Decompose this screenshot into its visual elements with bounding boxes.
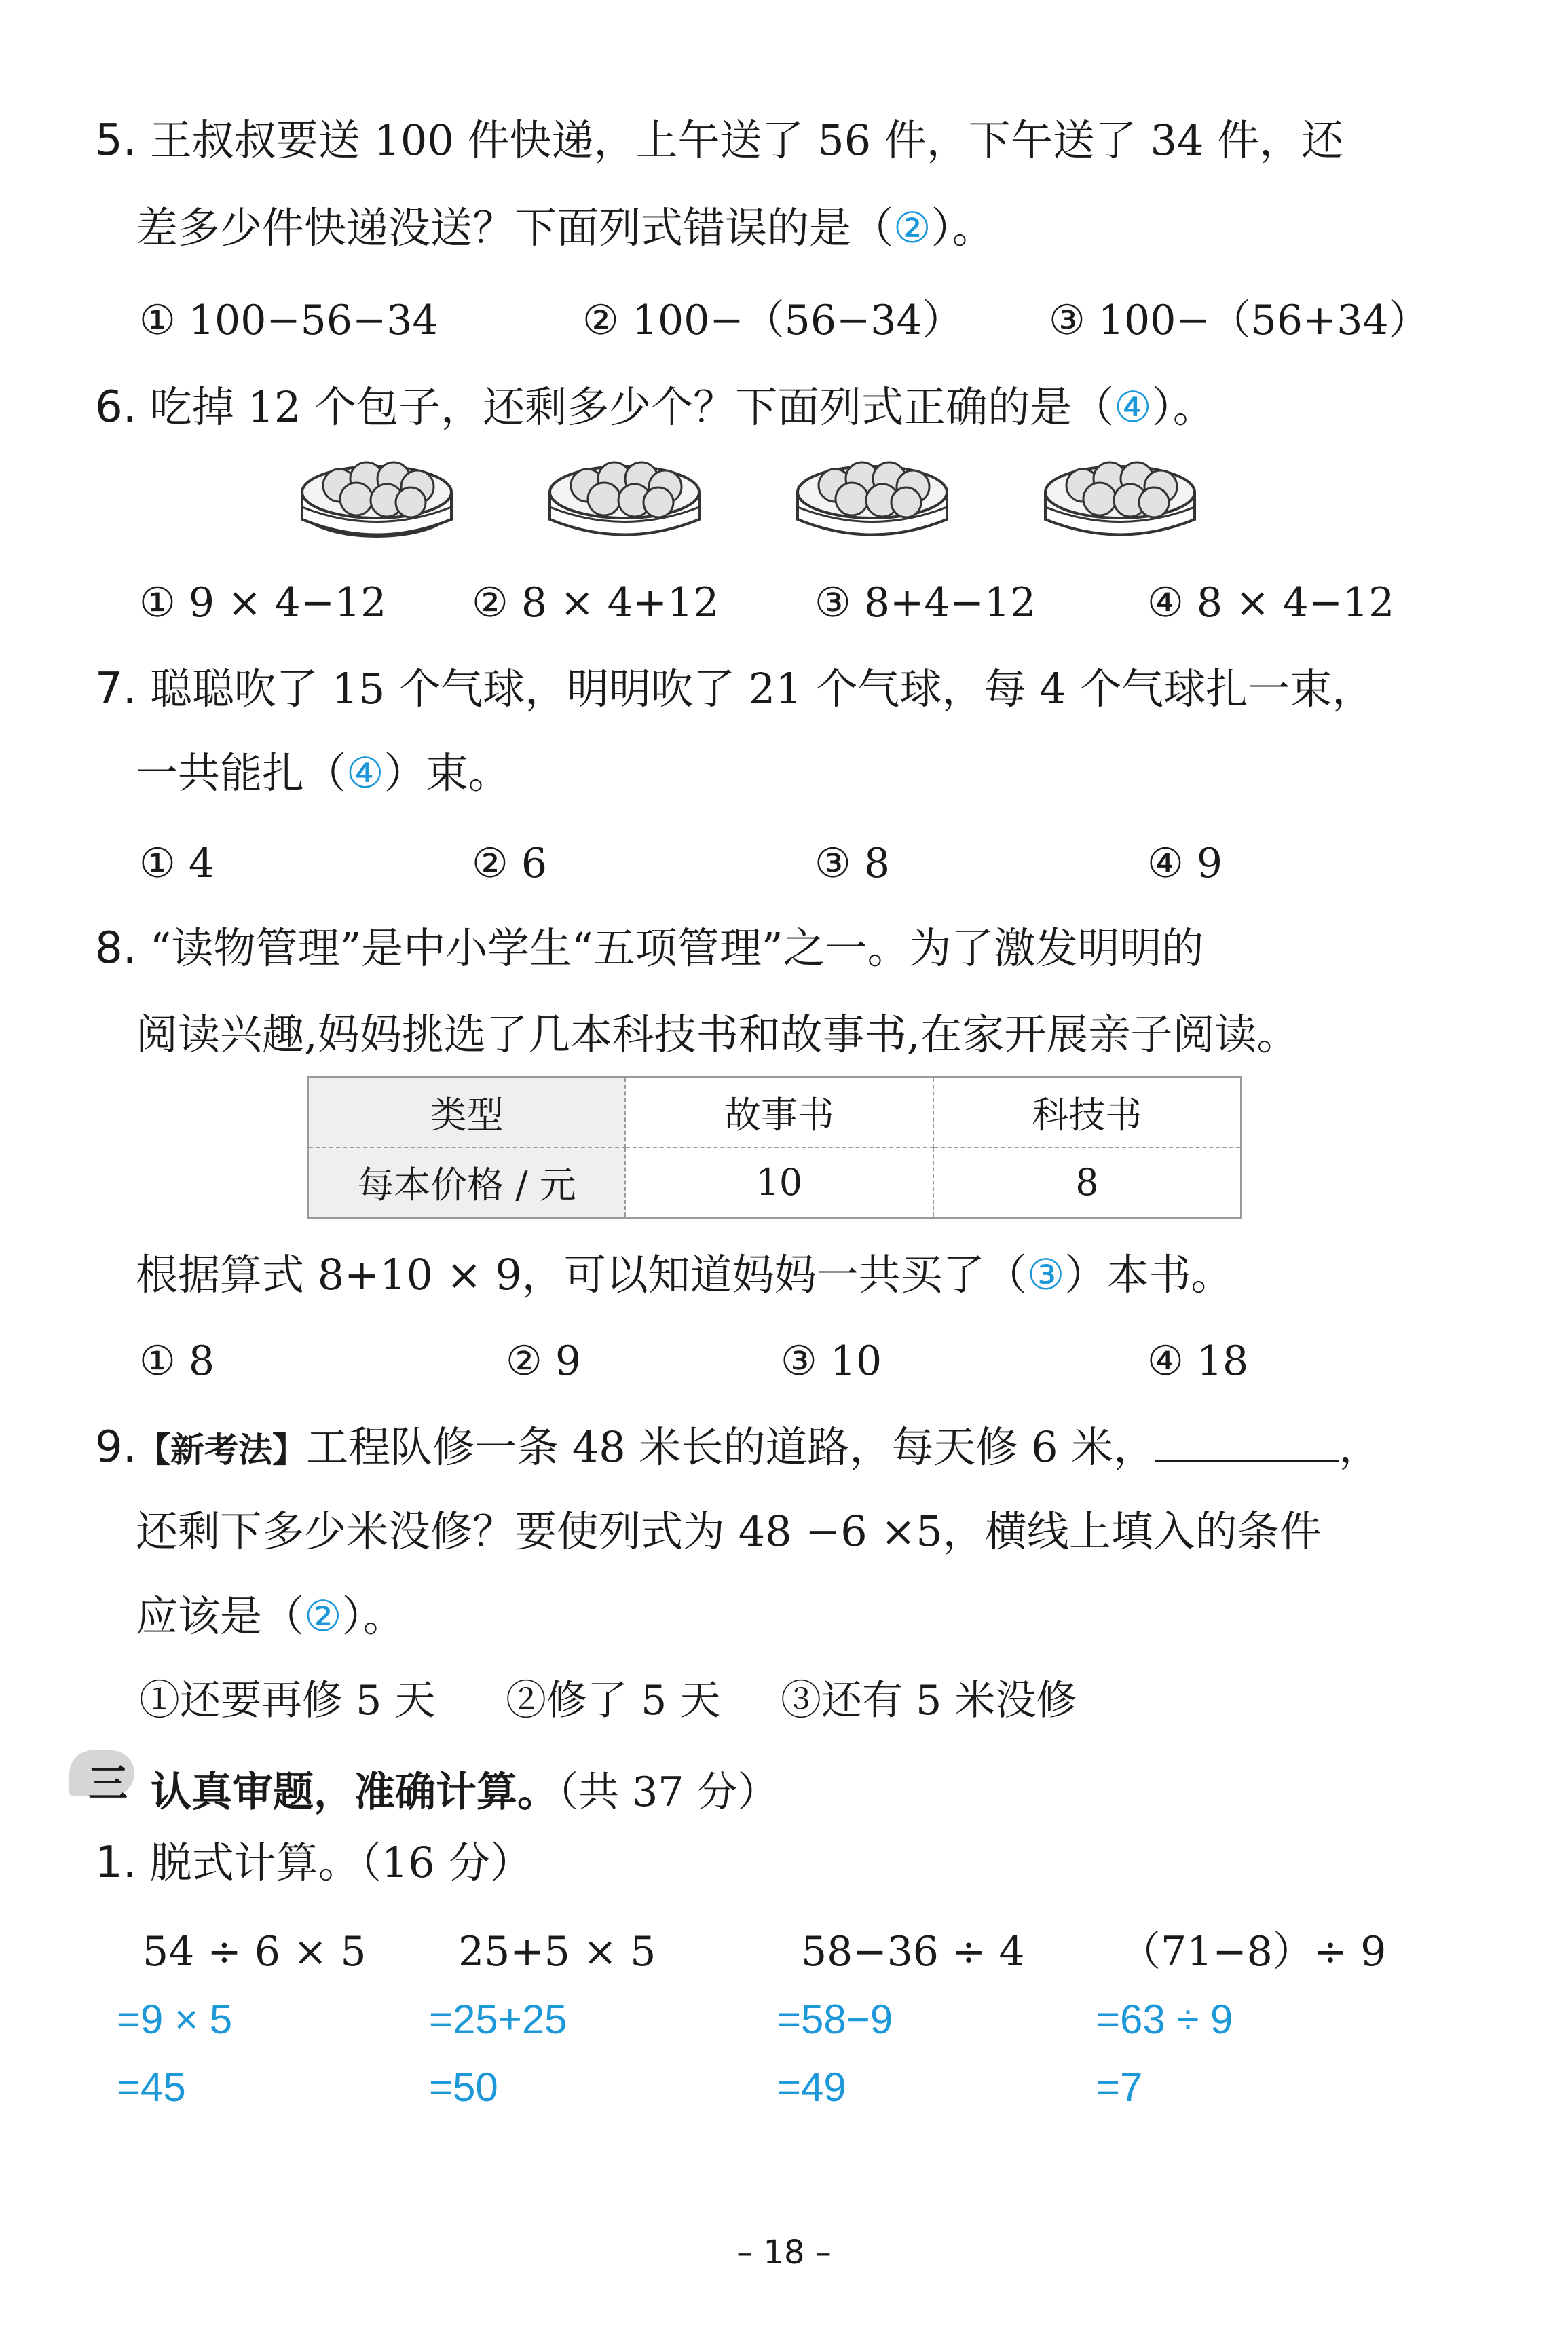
option: ① 9 × 4−12	[139, 579, 387, 627]
question-text: 阅读兴趣,妈妈挑选了几本科技书和故事书,在家开展亲子阅读。	[136, 1009, 1299, 1059]
option: ② 9	[506, 1337, 582, 1385]
page-number: – 18 –	[736, 2234, 832, 2272]
option: ③ 100−（56+34）	[1049, 297, 1430, 344]
option: ②修了 5 天	[506, 1677, 721, 1724]
option: ③ 8	[815, 840, 891, 887]
steamer-basket-illustration	[546, 445, 703, 547]
calc-expression: 25+5 × 5	[458, 1928, 656, 1976]
table-header-cell: 故事书	[625, 1077, 933, 1148]
question-text: 应该是（	[136, 1591, 305, 1641]
calc-step-answer: =9 × 5	[117, 1997, 233, 2042]
question-text: 王叔叔要送 100 件快递，上午送了 56 件，下午送了 34 件，还	[149, 115, 1344, 165]
steamer-basket-illustration	[299, 445, 455, 547]
question-9-line-3	[136, 1591, 405, 1641]
option: ①还要再修 5 天	[139, 1677, 436, 1724]
question-text: 吃掉 12 个包子，还剩多少个？下面列式正确的是（	[149, 382, 1115, 432]
question-7-line-2	[136, 748, 510, 798]
answer-mark: ②	[304, 1591, 342, 1641]
question-text: ）。	[931, 203, 994, 253]
question-7-line-1	[95, 664, 1375, 714]
question-number: 7.	[95, 664, 137, 714]
question-text: ）本书。	[1064, 1250, 1233, 1299]
calc-final-answer: =45	[117, 2064, 186, 2110]
option: ③ 10	[781, 1337, 882, 1385]
question-8-line-2	[136, 1009, 1299, 1059]
calc-expression: （71−8）÷ 9	[1120, 1928, 1387, 1976]
answer-mark: ②	[893, 203, 931, 253]
steamer-basket-illustration	[1042, 445, 1198, 547]
question-5-line-2	[136, 203, 994, 253]
question-text: ）。	[1151, 382, 1215, 432]
table-row	[308, 1147, 1242, 1218]
option: ② 8 × 4+12	[472, 579, 720, 627]
table-cell: 10	[625, 1147, 933, 1218]
question-8-line-3	[136, 1250, 1233, 1299]
table-header-cell: 科技书	[933, 1077, 1242, 1148]
calc-final-answer: =7	[1096, 2064, 1143, 2110]
question-6-line-1	[95, 382, 1215, 432]
question-text: ）束。	[384, 748, 510, 798]
question-text: 工程队修一条 48 米长的道路，每天修 6 米，	[306, 1422, 1156, 1472]
new-method-tag: 【新考法】	[136, 1430, 307, 1470]
calc-step-answer: =58−9	[777, 1997, 893, 2042]
calc-expression: 54 ÷ 6 × 5	[143, 1928, 367, 1976]
option: ① 8	[139, 1337, 215, 1385]
table-cell: 8	[933, 1147, 1242, 1218]
table-row-label: 每本价格 / 元	[308, 1147, 626, 1218]
question-number: 5.	[95, 115, 137, 166]
option: ③还有 5 米没修	[781, 1677, 1077, 1724]
question-text: 聪聪吹了 15 个气球，明明吹了 21 个气球，每 4 个气球扎一束，	[149, 664, 1375, 714]
question-text: 一共能扎（	[136, 748, 347, 798]
question-number: 8.	[95, 923, 137, 974]
option: ① 100−56−34	[139, 297, 438, 344]
option: ④ 9	[1147, 840, 1223, 887]
option: ③ 8+4−12	[815, 579, 1037, 627]
question-text: 根据算式 8+10 × 9，可以知道妈妈一共买了（	[136, 1250, 1027, 1299]
question-text: 还剩下多少米没修？要使列式为 48 −6 ×5，横线上填入的条件	[136, 1506, 1322, 1556]
option: ④ 8 × 4−12	[1147, 579, 1395, 627]
option: ② 6	[472, 840, 548, 887]
question-text: “读物管理”是中小学生“五项管理”之一。为了激发明明的	[149, 923, 1204, 973]
calc-step-answer: =25+25	[429, 1997, 567, 2042]
table-header-cell: 类型	[308, 1077, 626, 1148]
answer-mark: ④	[346, 748, 384, 798]
section-score: （共 37 分）	[558, 1768, 779, 1816]
calc-expression: 58−36 ÷ 4	[801, 1928, 1025, 1976]
question-number: 6.	[95, 382, 137, 432]
question-8-line-1	[95, 923, 1204, 974]
section-number: 三	[88, 1760, 128, 1807]
calc-step-answer: =63 ÷ 9	[1096, 1997, 1233, 2042]
question-9-line-2	[136, 1506, 1322, 1556]
answer-mark: ③	[1026, 1250, 1065, 1299]
option: ④ 18	[1147, 1337, 1249, 1385]
price-table	[307, 1076, 1242, 1219]
section-number-badge	[69, 1750, 134, 1807]
answer-mark: ④	[1114, 382, 1152, 432]
question-5-line-1	[95, 115, 1344, 166]
section-title	[151, 1760, 779, 1818]
table-header-row	[308, 1077, 1242, 1148]
question-number: 1.	[95, 1838, 137, 1888]
section-title-text: 认真审题，准确计算。	[151, 1768, 558, 1816]
calc-final-answer: =49	[777, 2064, 846, 2110]
calc-final-answer: =50	[429, 2064, 498, 2110]
option: ① 4	[139, 840, 215, 887]
steamer-basket-illustration	[794, 445, 950, 547]
question-text: ，	[1339, 1422, 1381, 1472]
question-text: 差多少件快递没送？下面列式错误的是（	[136, 203, 894, 253]
question-number: 9.	[95, 1422, 137, 1472]
option: ② 100−（56−34）	[582, 297, 963, 344]
question-9-line-1	[95, 1422, 1381, 1472]
calc-question-title	[95, 1838, 533, 1888]
question-text: 脱式计算。（16 分）	[149, 1838, 533, 1887]
fill-blank[interactable]	[1155, 1426, 1339, 1462]
question-text: ）。	[341, 1591, 405, 1641]
